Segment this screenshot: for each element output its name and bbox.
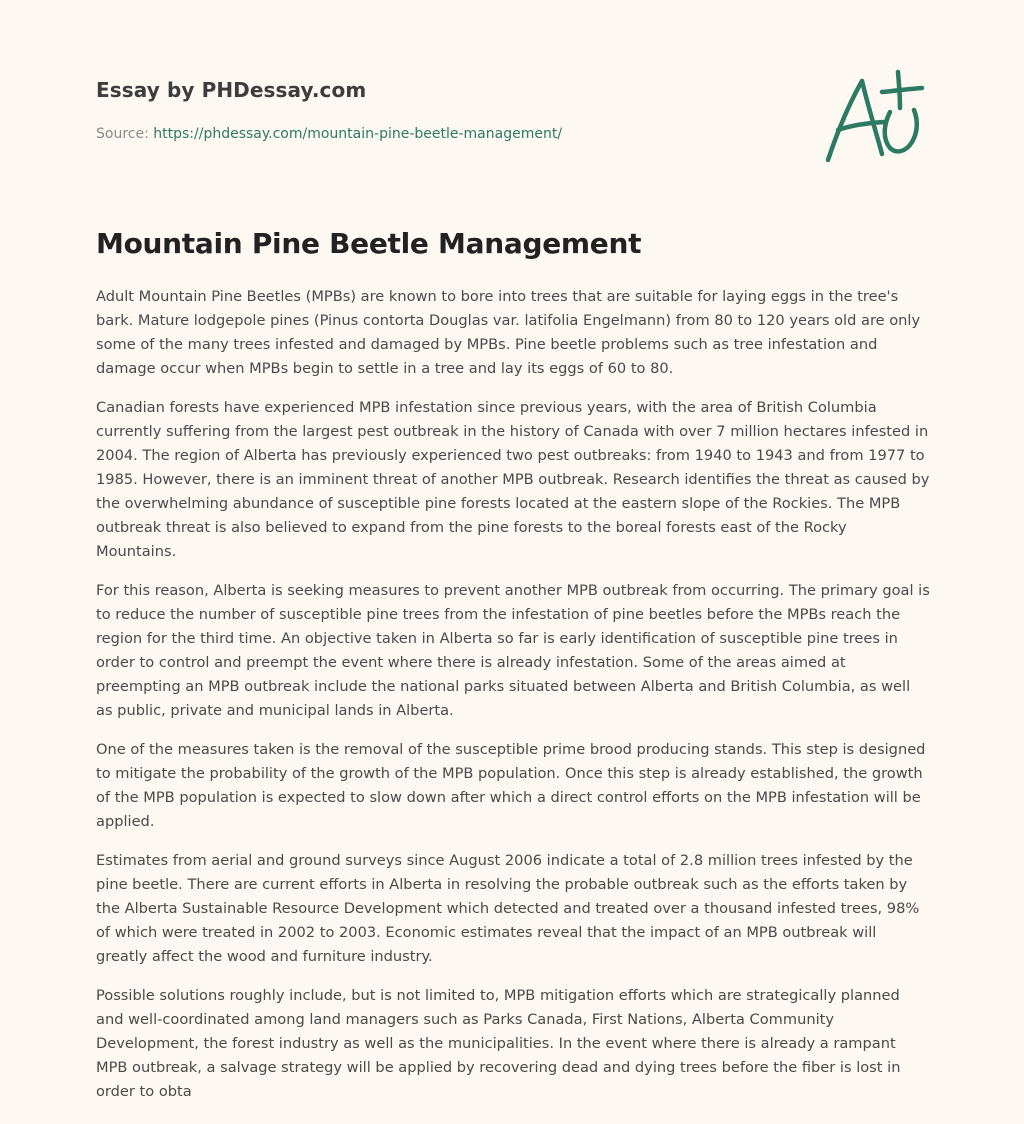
source-line xyxy=(96,124,736,144)
essay-title: Mountain Pine Beetle Management xyxy=(96,227,642,260)
essay-body xyxy=(96,285,930,1119)
page-header xyxy=(96,76,736,144)
site-brand: Essay by PHDessay.com xyxy=(96,78,367,102)
source-label: Source: xyxy=(96,126,149,142)
essay-paragraph: Canadian forests have experienced MPB infestation since previous years, with the area of British Columbia currently suffering from the largest pest outbreak in the history of Canada with over 7 million hectares infested in 2004. The region of Alberta has previously experienced two pest outbreaks: from 1940 to 1943 and from 1977 to 1985. However, there is an imminent threat of another MPB outbreak. Research identifies the threat as caused by the overwhelming abundance of susceptible pine forests located at the eastern slope of the Rockies. The MPB outbreak threat is also believed to expand from the pine forests to the boreal forests east of the Rocky Mountains. xyxy=(96,399,930,560)
essay-paragraph: Possible solutions roughly include, but is not limited to, MPB mitigation efforts which are strategically planned and well-coordinated among land managers such as Parks Canada, First Nations, Alberta Community Development, the forest industry as well as the municipalities. In the event where there is already a rampant MPB outbreak, a salvage strategy will be applied by recovering dead and dying trees before the fiber is lost in order to obta xyxy=(96,987,901,1100)
source-link[interactable]: https://phdessay.com/mountain-pine-beetle-management/ xyxy=(153,126,563,142)
essay-paragraph: For this reason, Alberta is seeking measures to prevent another MPB outbreak from occurring. The primary goal is to reduce the number of susceptible pine trees from the infestation of pine beetles before the MPBs reach the region for the third time. An objective taken in Alberta so far is early identification of susceptible pine trees in order to control and preempt the event where there is already infestation. Some of the areas aimed at preempting an MPB outbreak include the national parks situated between Alberta and British Columbia, as well as public, private and municipal lands in Alberta. xyxy=(96,582,930,719)
a-plus-grade-icon xyxy=(822,68,930,166)
essay-paragraph: One of the measures taken is the removal of the susceptible prime brood producing stands. This step is designed to mitigate the probability of the growth of the MPB population. Once this step is already established, the growth of the MPB population is expected to slow down after which a direct control efforts on the MPB infestation will be applied. xyxy=(96,741,926,830)
essay-paragraph: Adult Mountain Pine Beetles (MPBs) are known to bore into trees that are suitable for laying eggs in the tree's bark. Mature lodgepole pines (Pinus contorta Douglas var. latifolia Engelmann) from 80 to 120 years old are only some of the many trees infested and damaged by MPBs. Pine beetle problems such as tree infestation and damage occur when MPBs begin to settle in a tree and lay its eggs of 60 to 80. xyxy=(96,288,921,377)
essay-paragraph: Estimates from aerial and ground surveys since August 2006 indicate a total of 2.8 million trees infested by the pine beetle. There are current efforts in Alberta in resolving the probable outbreak such as the efforts taken by the Alberta Sustainable Resource Development which detected and treated over a thousand infested trees, 98% of which were treated in 2002 to 2003. Economic estimates reveal that the impact of an MPB outbreak will greatly affect the wood and furniture industry. xyxy=(96,852,920,965)
